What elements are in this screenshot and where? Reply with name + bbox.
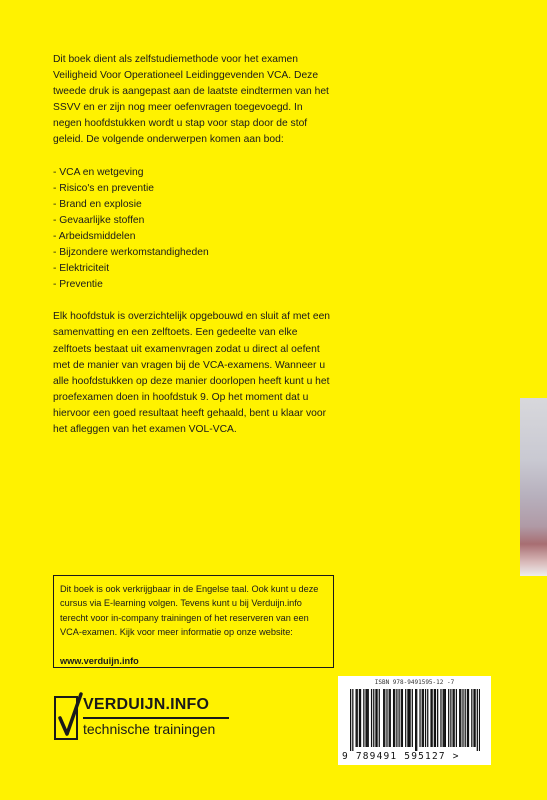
barcode-bar xyxy=(398,689,399,747)
barcode-bar xyxy=(375,689,376,747)
barcode-bar xyxy=(474,689,475,747)
intro-paragraph: Dit boek dient als zelfstudiemethode voor het examen Veiligheid Voor Operationeel Leidinggevenden VCA. Deze tweede druk is aangepast aan de laatste eindtermen van het SSVV en er zijn nog meer oefenvragen toegevoegd. In negen hoofdstukken wordt u stap voor stap door de stof geleid. De volgende onderwerpen komen aan bod: xyxy=(53,54,329,146)
barcode-bar xyxy=(365,689,366,747)
barcode-bar xyxy=(368,689,369,747)
barcode-bar xyxy=(425,689,426,747)
isbn-number: ISBN 978-9491595-12 -7 xyxy=(374,679,455,686)
barcode-bar xyxy=(435,689,436,747)
barcode-bar xyxy=(444,689,445,747)
barcode-bar xyxy=(471,689,472,747)
barcode-bar xyxy=(402,689,403,747)
barcode-bar xyxy=(479,689,480,751)
checkmark-icon xyxy=(54,696,78,740)
barcode-bar xyxy=(359,689,360,747)
barcode-bar xyxy=(416,689,417,751)
barcode-bar xyxy=(415,689,416,751)
barcode-bar xyxy=(450,689,451,747)
barcode-bar xyxy=(456,689,457,747)
side-photo-strip xyxy=(520,398,547,576)
barcode-bar xyxy=(367,689,368,747)
second-paragraph: Elk hoofdstuk is overzichtelijk opgebouwd en sluit af met een samenvatting en een zelftoets. Een gedeelte van elke zelftoets bestaat uit examenvragen zodat u direct al oefent met de manier van vragen bij de VCA-examens. Wanneer u alle hoofdstukken op deze manier doorlopen heeft kunt u het proefexamen doen in hoofdstuk 9. Op het moment dat u hiervoor een goed resultaat heeft gehaald, bent u klaar voor het afleggen van het examen VOL-VCA. xyxy=(53,311,331,435)
topic-item: - VCA en wetgeving xyxy=(53,166,144,178)
barcode-bar xyxy=(440,689,441,747)
info-box-text: Dit boek is ook verkrijgbaar in de Engelse taal. Ook kunt u deze cursus via E-learning volgen. Tevens kunt u bij Verduijn.info terecht voor in-company trainingen of het reserveren van een VCA-examen. Kijk voor meer informatie op onze website: xyxy=(60,584,319,638)
barcode-bars xyxy=(350,689,480,751)
barcode-bar xyxy=(412,689,413,747)
topic-item: - Brand en explosie xyxy=(53,198,142,210)
barcode-bar xyxy=(376,689,377,747)
barcode-bar xyxy=(443,689,444,747)
barcode-bar xyxy=(434,689,435,747)
barcode-bar xyxy=(473,689,474,747)
barcode-bar xyxy=(452,689,453,747)
barcode-bar xyxy=(396,689,397,747)
barcode-bar xyxy=(373,689,374,747)
barcode-bar xyxy=(467,689,468,747)
logo-divider xyxy=(83,717,229,719)
barcode-bar xyxy=(477,689,478,751)
barcode-bar xyxy=(423,689,424,747)
barcode-bar xyxy=(389,689,390,747)
barcode-bar xyxy=(454,689,455,747)
back-cover-description xyxy=(53,52,333,438)
barcode-bar xyxy=(371,689,372,747)
barcode-bar xyxy=(468,689,469,747)
barcode-bar xyxy=(465,689,466,747)
barcode-bar xyxy=(437,689,438,747)
barcode-bar xyxy=(459,689,460,747)
barcode-bar xyxy=(448,689,449,747)
barcode-bar xyxy=(419,689,420,747)
barcode-bar xyxy=(430,689,431,747)
barcode-bar xyxy=(394,689,395,747)
barcode-bar xyxy=(432,689,433,747)
barcode-bar xyxy=(356,689,357,747)
isbn-barcode xyxy=(338,676,491,765)
publisher-logo xyxy=(54,696,234,746)
barcode-bar xyxy=(390,689,391,747)
barcode-bar xyxy=(350,689,351,751)
topic-item: - Elektriciteit xyxy=(53,263,110,275)
barcode-bar xyxy=(379,689,380,747)
barcode-bar xyxy=(401,689,402,747)
logo-name: VERDUIJN.INFO xyxy=(83,696,210,713)
barcode-bar xyxy=(409,689,410,747)
barcode-bar xyxy=(445,689,446,747)
topic-item: - Risico's en preventie xyxy=(53,182,154,194)
barcode-bar xyxy=(408,689,409,747)
topic-list xyxy=(53,165,333,294)
barcode-bar xyxy=(393,689,394,747)
barcode-bar xyxy=(460,689,461,747)
barcode-bar xyxy=(405,689,406,747)
barcode-digits: 9 789491 595127 > xyxy=(342,751,460,762)
barcode-bar xyxy=(407,689,408,747)
barcode-bar xyxy=(363,689,364,747)
barcode-bar xyxy=(383,689,384,747)
barcode-bar xyxy=(384,689,385,747)
logo-tagline: technische trainingen xyxy=(83,721,216,737)
barcode-bar xyxy=(422,689,423,747)
barcode-bar xyxy=(357,689,358,747)
topic-item: - Arbeidsmiddelen xyxy=(53,230,136,242)
website-link[interactable]: www.verduijn.info xyxy=(60,655,139,666)
barcode-bar xyxy=(427,689,428,747)
topic-item: - Preventie xyxy=(53,279,103,291)
topic-item: - Gevaarlijke stoffen xyxy=(53,214,145,226)
barcode-bar xyxy=(386,689,387,747)
barcode-bar xyxy=(360,689,361,747)
info-box xyxy=(53,575,334,668)
topic-item: - Bijzondere werkomstandigheden xyxy=(53,247,209,259)
barcode-bar xyxy=(352,689,353,751)
barcode-bar xyxy=(462,689,463,747)
